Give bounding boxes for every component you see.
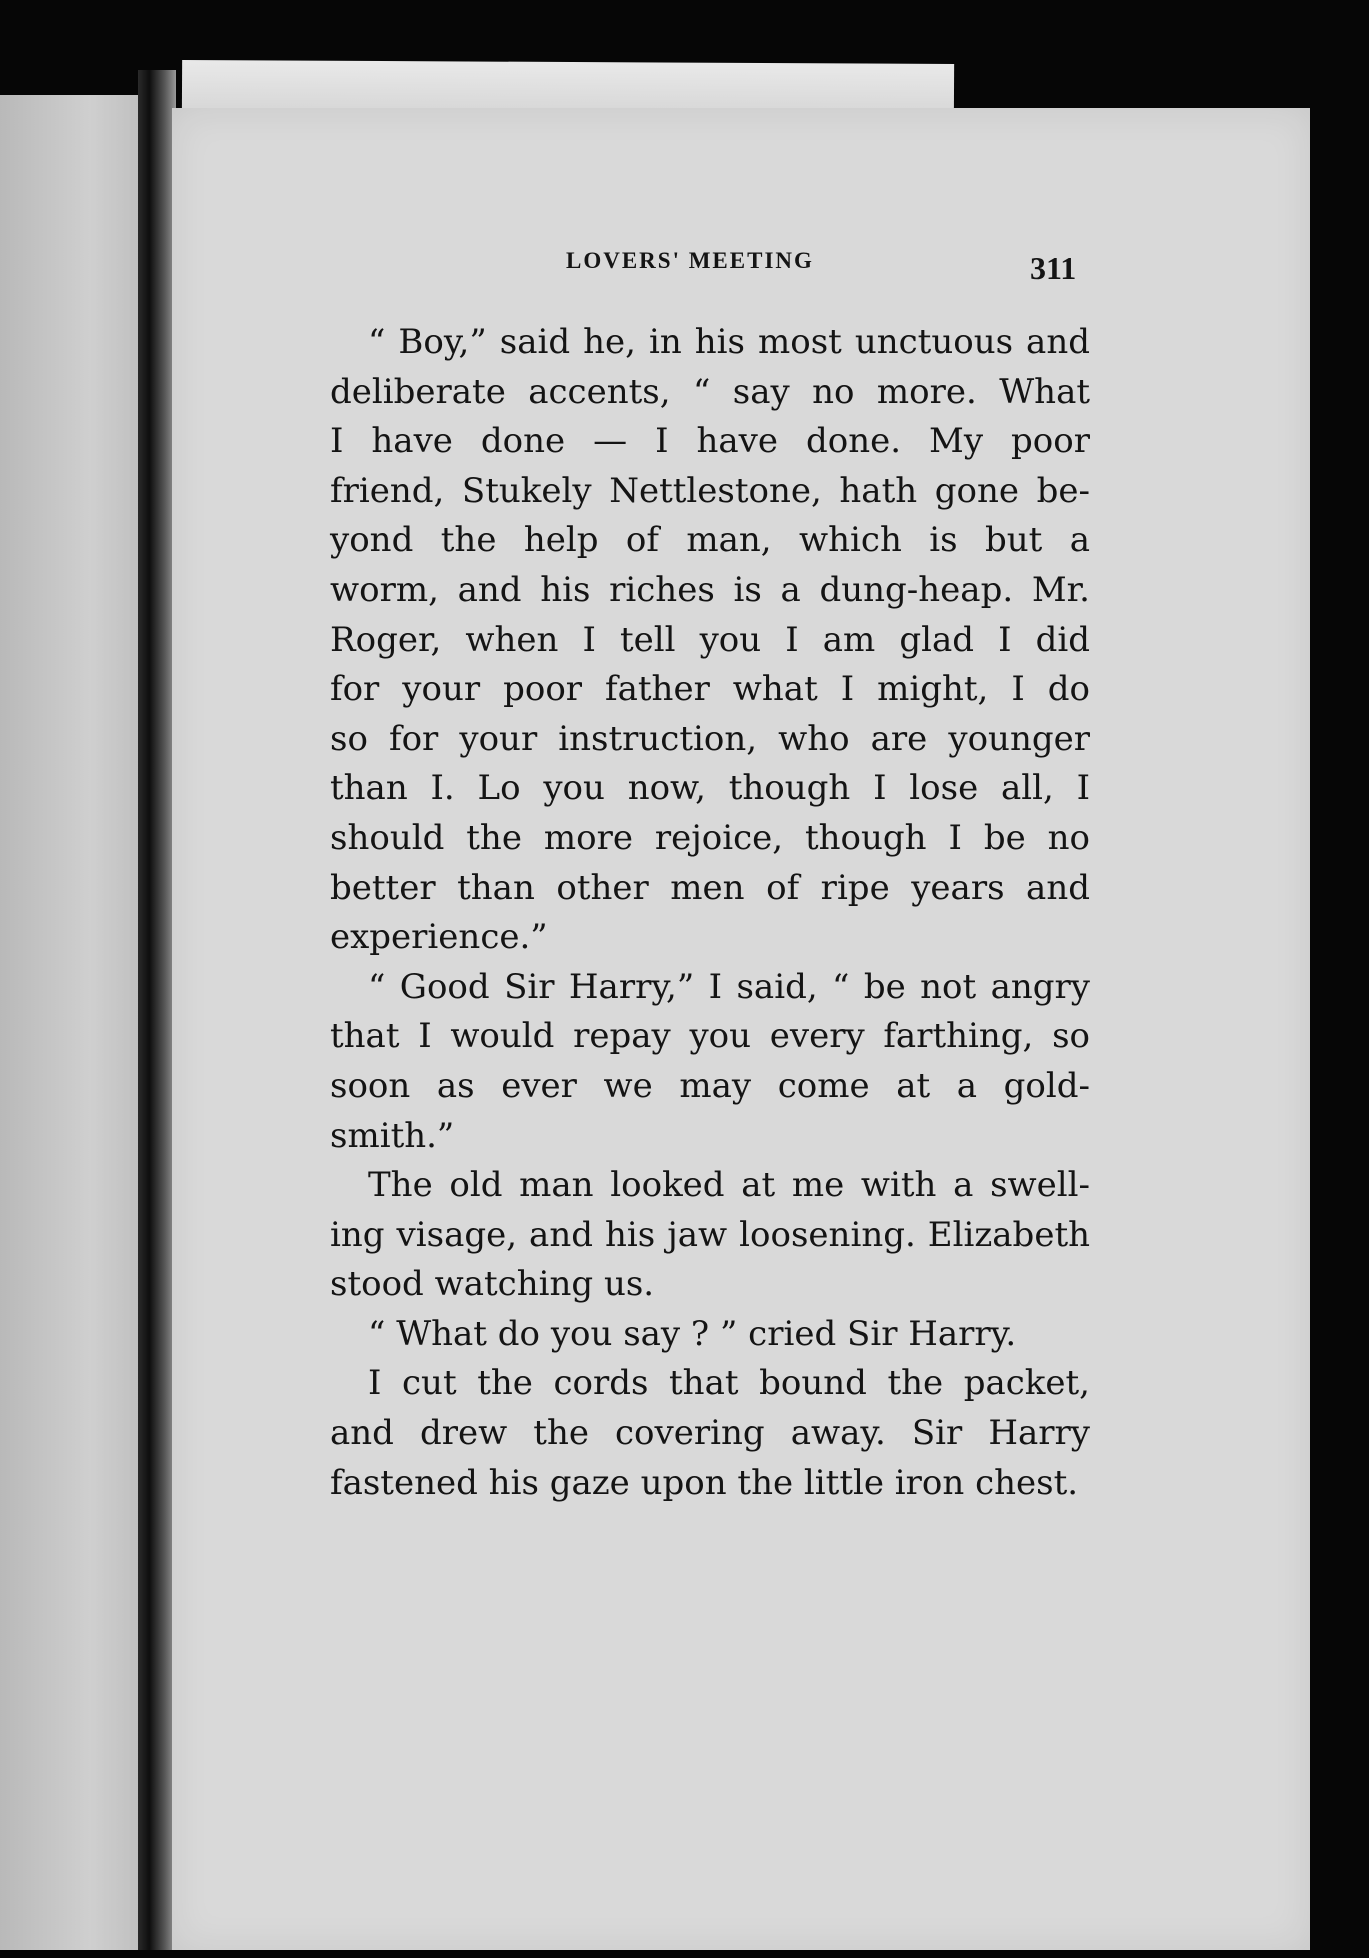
book-gutter bbox=[138, 70, 176, 1950]
text-line: better than other men of ripe years and bbox=[330, 867, 1090, 908]
text-line: fastened his gaze upon the little iron chest. bbox=[330, 1462, 1079, 1503]
text-line: so for your instruction, who are younger bbox=[330, 718, 1090, 759]
body-text bbox=[330, 318, 1090, 1508]
page-number: 311 bbox=[1030, 250, 1077, 286]
text-line: “ Boy,” said he, in his most unctuous and bbox=[368, 322, 1090, 362]
text-line: “ Good Sir Harry,” I said, “ be not angry bbox=[368, 966, 1090, 1007]
text-line: Roger, when I tell you I am glad I did bbox=[330, 619, 1090, 660]
text-line: I cut the cords that bound the packet, bbox=[368, 1363, 1090, 1404]
text-line: “ What do you say ? ” cried Sir Harry. bbox=[368, 1313, 1017, 1354]
text-line: for your poor father what I might, I do bbox=[330, 669, 1090, 710]
text-line: experience.” bbox=[330, 917, 548, 958]
text-line: soon as ever we may come at a gold- bbox=[330, 1065, 1090, 1106]
text-line: and drew the covering away. Sir Harry bbox=[330, 1413, 1090, 1454]
text-line: yond the help of man, which is but a bbox=[330, 520, 1090, 561]
text-line: The old man looked at me with a swell- bbox=[368, 1165, 1090, 1206]
running-head: LOVERS' MEETING bbox=[566, 248, 814, 273]
left-page-edge bbox=[0, 95, 150, 1950]
text-line: than I. Lo you now, though I lose all, I bbox=[330, 768, 1090, 809]
text-line: friend, Stukely Nettlestone, hath gone be- bbox=[330, 470, 1090, 511]
text-line: that I would repay you every farthing, so bbox=[330, 1016, 1090, 1057]
text-line: stood watching us. bbox=[330, 1264, 655, 1305]
text-line: ing visage, and his jaw loosening. Elizabeth bbox=[330, 1214, 1090, 1255]
text-line: deliberate accents, “ say no more. What bbox=[330, 371, 1090, 412]
text-line: smith.” bbox=[330, 1115, 455, 1156]
text-line: I have done — I have done. My poor bbox=[330, 421, 1090, 462]
text-line: worm, and his riches is a dung-heap. Mr. bbox=[330, 569, 1090, 610]
text-line: should the more rejoice, though I be no bbox=[330, 817, 1090, 858]
